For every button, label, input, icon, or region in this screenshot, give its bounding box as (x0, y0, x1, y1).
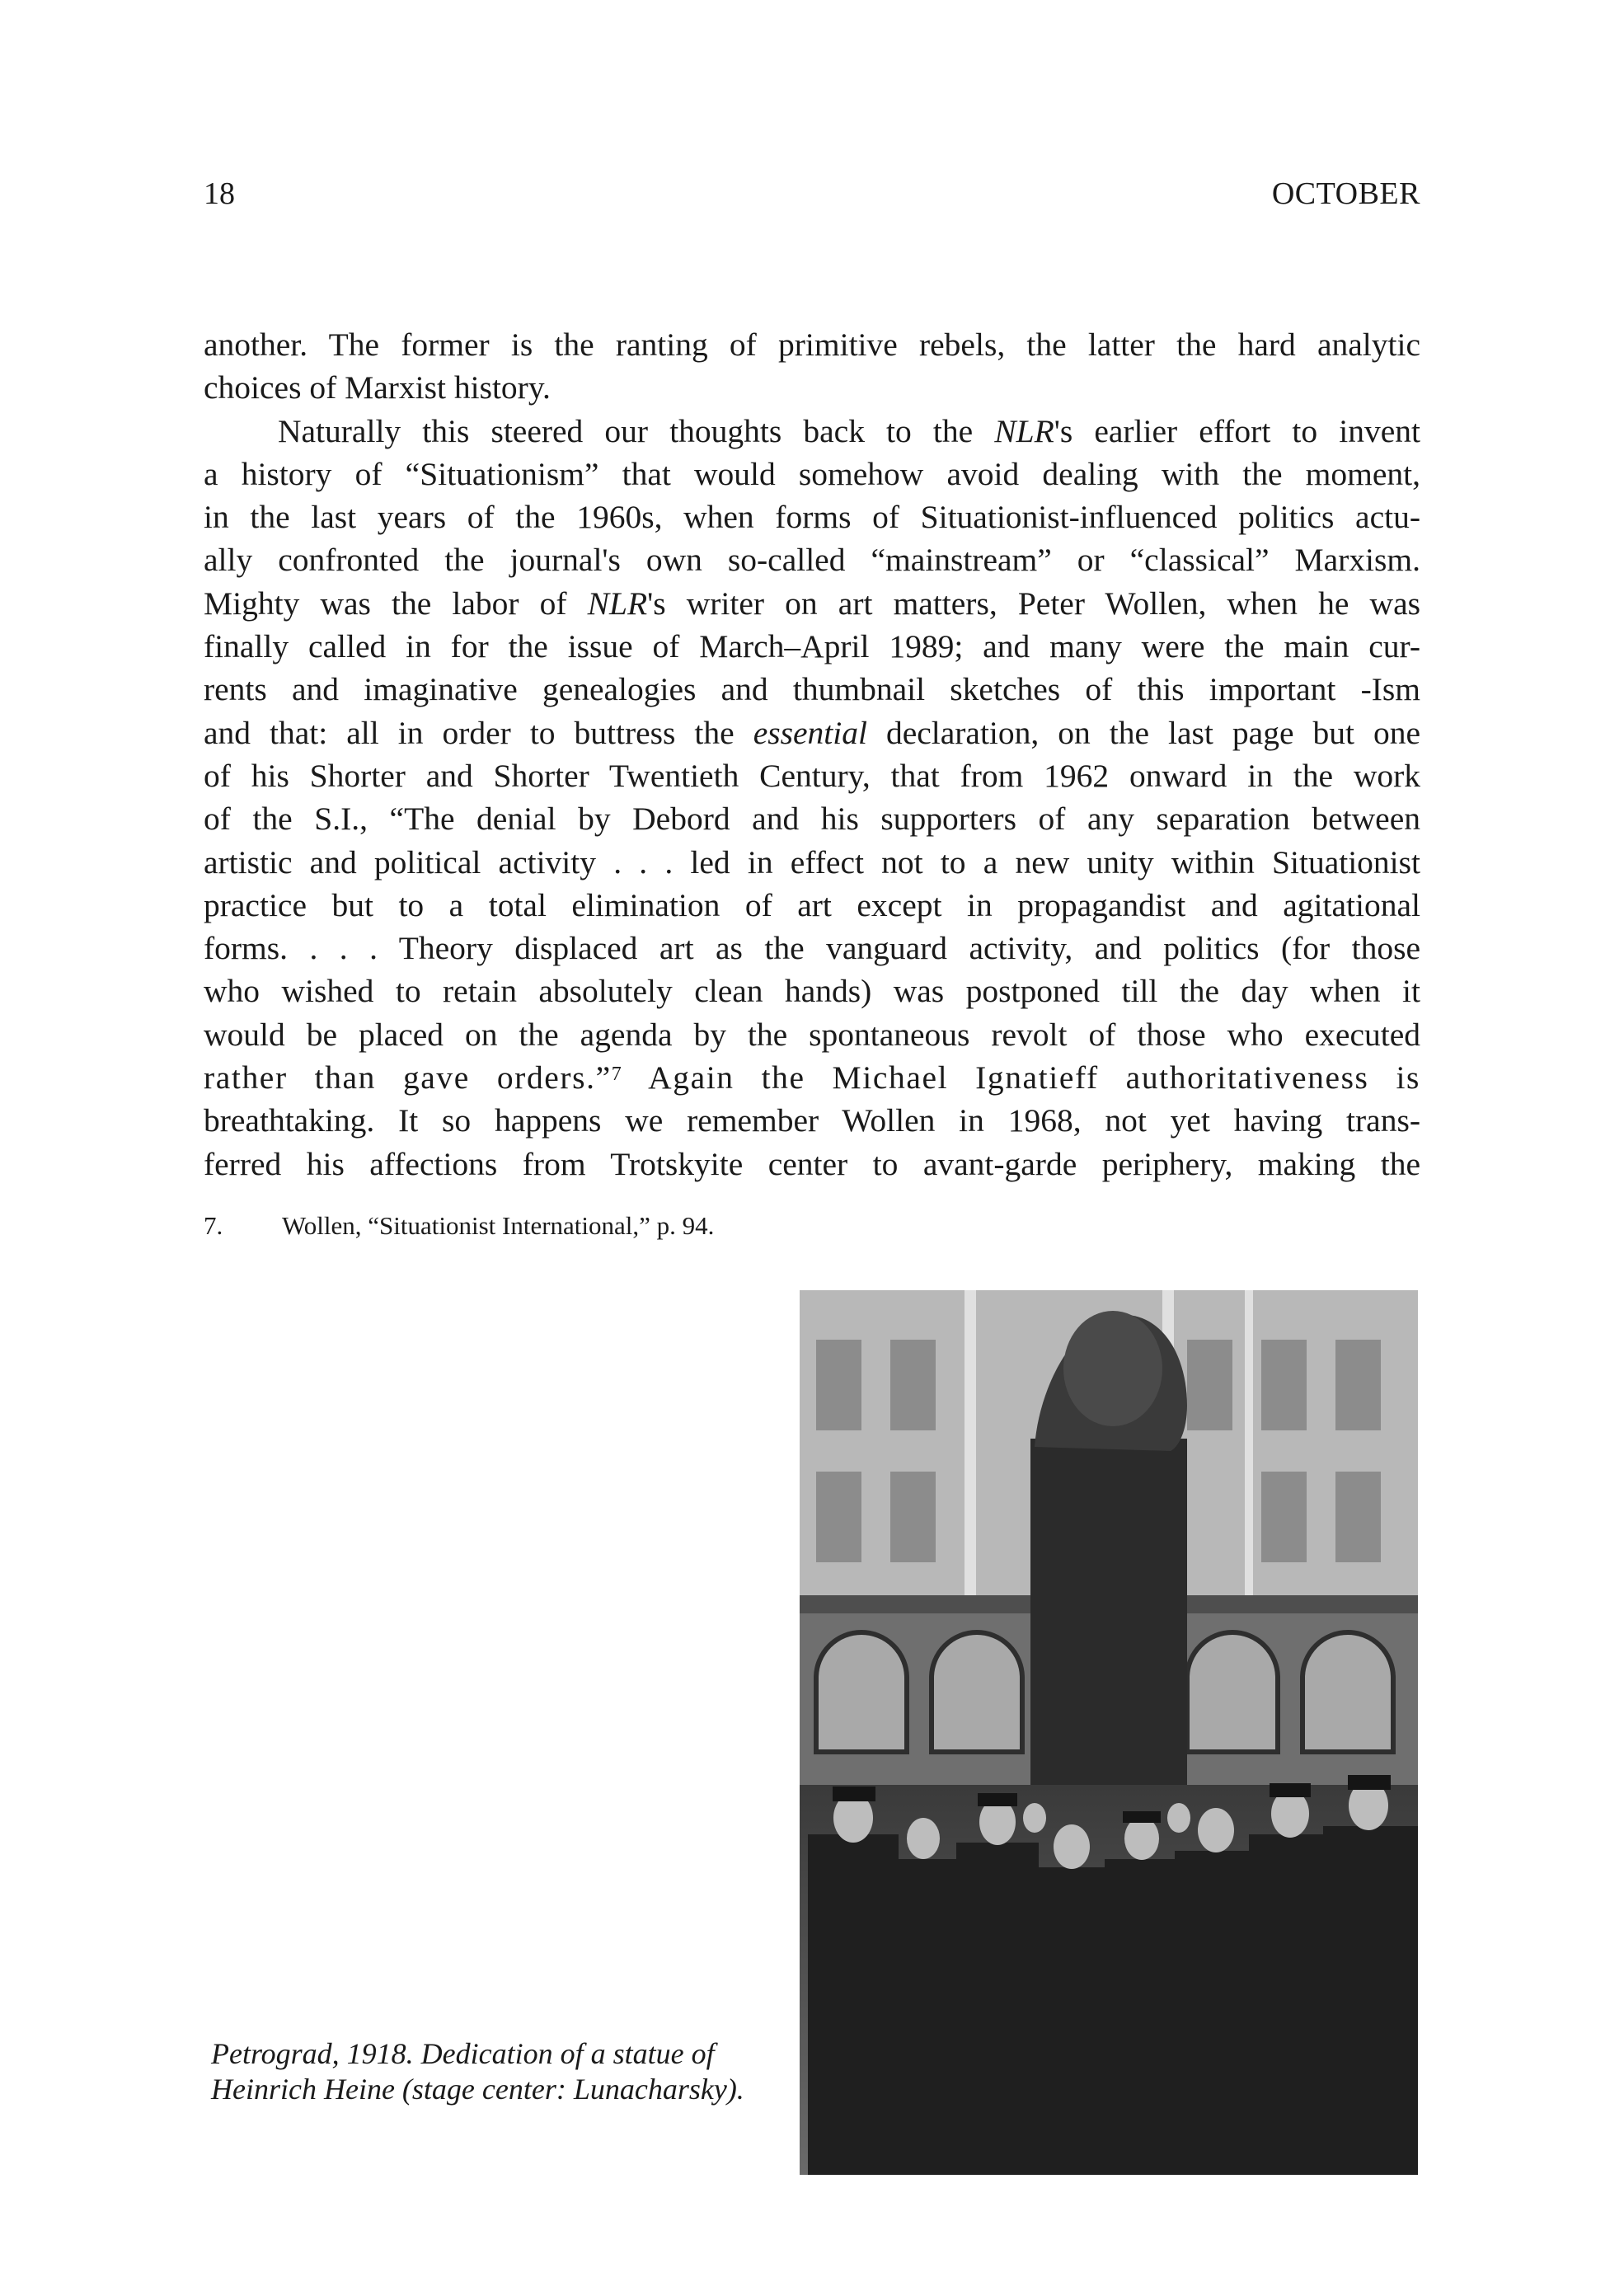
body-line-text: rather than gave orders.” (204, 1059, 612, 1096)
body-line (204, 410, 1420, 453)
photo-illustration (800, 1290, 1418, 2175)
figure-caption (211, 2036, 772, 2107)
body-line (204, 1056, 1420, 1099)
body-line: would be placed on the agenda by the spontaneous revolt of those who executed (204, 1016, 1420, 1053)
body-line: artistic and political activity . . . led in effect not to a new unity within Situationist (204, 843, 1420, 880)
caption-line: Petrograd, 1918. Dedication of a statue of (211, 2037, 715, 2070)
body-line: and that: all in order to buttress the essential declaration, on the last page but one (204, 714, 1420, 751)
footnote-text: Wollen, “Situationist International,” p. 94. (282, 1211, 715, 1240)
body-line: forms. . . . Theory displaced art as the vanguard activity, and politics (for those (204, 930, 1420, 967)
footnote-number: 7. (204, 1211, 223, 1240)
journal-name: OCTOBER (1271, 176, 1420, 211)
body-line: Mighty was the labor of NLR's writer on art matters, Peter Wollen, when he was (204, 585, 1420, 622)
body-line: finally called in for the issue of March–April 1989; and many were the main cur- (204, 628, 1420, 665)
footnote-ref: 7 (611, 1064, 623, 1086)
body-line: breathtaking. It so happens we remember Wollen in 1968, not yet having trans- (204, 1102, 1420, 1139)
body-line: ally confronted the journal's own so-called “mainstream” or “classical” Marxism. (204, 542, 1420, 579)
body-line: who wished to retain absolutely clean hands) was postponed till the day when it (204, 973, 1420, 1010)
body-line-text: Again the Michael Ignatieff authoritativeness is (648, 1059, 1420, 1096)
body-line: rents and imaginative genealogies and thumbnail sketches of this important -Ism (204, 671, 1420, 708)
body-line: choices of Marxist history. (204, 369, 551, 406)
body-line: in the last years of the 1960s, when forms of Situationist-influenced politics actu- (204, 499, 1420, 536)
body-line-text: Naturally this steered our thoughts back to the NLR's earlier effort to invent (278, 412, 1420, 449)
body-line: a history of “Situationism” that would somehow avoid dealing with the moment, (204, 455, 1420, 492)
page-number: 18 (204, 176, 235, 211)
body-line: ferred his affections from Trotskyite center to avant-garde periphery, making the (204, 1145, 1420, 1182)
figure-photo (800, 1290, 1418, 2175)
caption-line: Heinrich Heine (stage center: Lunacharsky). (211, 2073, 744, 2106)
body-text (204, 323, 1420, 1186)
body-line: practice but to a total elimination of art except in propagandist and agitational (204, 886, 1420, 923)
footnote (204, 1209, 1193, 1242)
body-line: of his Shorter and Shorter Twentieth Century, that from 1962 onward in the work (204, 757, 1420, 794)
running-head (204, 169, 1420, 218)
body-line: of the S.I., “The denial by Debord and his supporters of any separation between (204, 801, 1420, 838)
body-line: another. The former is the ranting of primitive rebels, the latter the hard analytic (204, 326, 1420, 363)
